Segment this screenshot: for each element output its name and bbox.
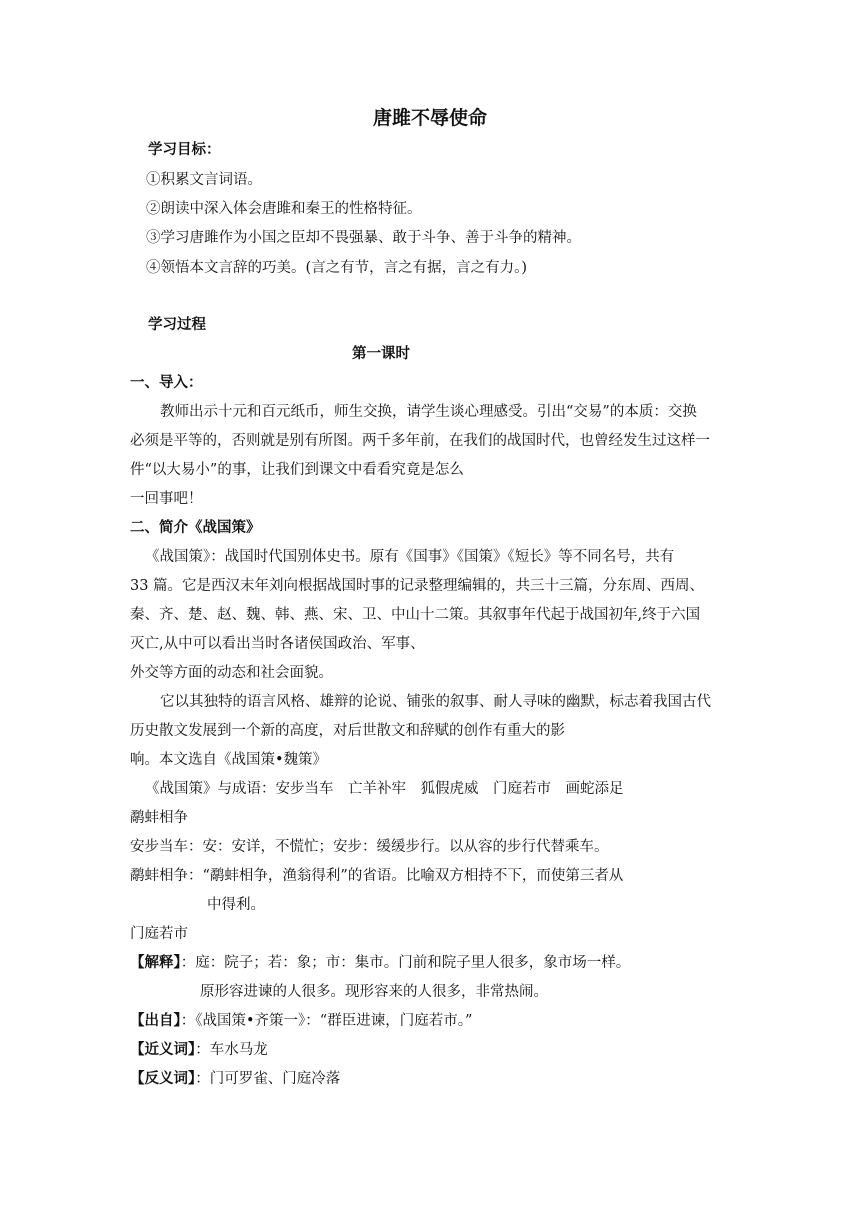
objective-item: ③学习唐雎作为小国之臣却不畏强暴、敢于斗争、善于斗争的精神。 [146, 230, 581, 246]
paragraph-line: 响。本文选自《战国策•魏策》 [130, 752, 328, 768]
antonym-text: ：门可罗雀、门庭冷落 [195, 1071, 341, 1087]
paragraph-line: 秦、齐、楚、赵、魏、韩、燕、宋、卫、中山十二策。其叙事年代起于战国初年,终于六国 [130, 607, 701, 623]
paragraph-line: 历史散文发展到一个新的高度，对后世散文和辞赋的创作有重大的影 [130, 723, 565, 739]
idiom-definition: 鹬蚌相争：“鹬蚌相争，渔翁得利”的省语。比喻双方相持不下，而使第三者从 [130, 868, 624, 884]
paragraph-line: 一回事吧！ [130, 491, 203, 507]
source-label: 【出自】 [130, 1012, 181, 1029]
idiom-title: 门庭若市 [130, 926, 188, 942]
lesson-heading: 第一课时 [352, 345, 410, 362]
process-heading: 学习过程 [148, 316, 206, 333]
idiom-definition: 安步当车：安：安详，不慌忙；安步：缓缓步行。以从容的步行代替乘车。 [130, 839, 609, 855]
idiom-definition-cont: 中得利。 [207, 897, 265, 913]
synonym-line [130, 1040, 268, 1060]
paragraph-line: 《战国策》：战国时代国别体史书。原有《国事》《国策》《短长》等不同名号，共有 [145, 549, 675, 565]
antonym-label: 【反义词】 [130, 1070, 196, 1087]
explanation-line [130, 953, 630, 973]
page-title: 唐雎不辱使命 [372, 107, 487, 129]
idioms-line-cont: 鹬蚌相争 [130, 810, 188, 826]
paragraph-line: 必须是平等的，否则就是别有所图。两千多年前，在我们的战国时代，也曾经发生过这样一 [130, 433, 710, 449]
idioms-line: 《战国策》与成语：安步当车 亡羊补牢 狐假虎威 门庭若市 画蛇添足 [145, 781, 624, 797]
source-line [130, 1011, 472, 1031]
paragraph-line: 外交等方面的动态和社会面貌。 [130, 665, 333, 681]
paragraph-line: 灭亡,从中可以看出当时各诸侯国政治、军事、 [130, 636, 425, 652]
section-heading-zhanguoce: 二、简介《战国策》 [130, 519, 261, 536]
antonym-line [130, 1069, 340, 1089]
explanation-label: 【解释】 [130, 954, 181, 971]
objective-item: ④领悟本文言辞的巧美。(言之有节，言之有据，言之有力。) [146, 260, 528, 276]
explanation-line-cont: 原形容进谏的人很多。现形容来的人很多，非常热闹。 [200, 984, 548, 1000]
synonym-text: ：车水马龙 [195, 1042, 268, 1058]
paragraph-line: 33 篇。它是西汉末年刘向根据战国时事的记录整理编辑的，共三十三篇，分东周、西周、 [130, 578, 705, 594]
source-text: ：《战国策•齐策一》：“群臣进谏，门庭若市。” [180, 1013, 473, 1029]
synonym-label: 【近义词】 [130, 1041, 196, 1058]
paragraph-line: 它以其独特的语言风格、雄辩的论说、铺张的叙事、耐人寻味的幽默，标志着我国古代 [160, 694, 711, 710]
explanation-text: ：庭：院子；若：象；市：集市。门前和院子里人很多，象市场一样。 [180, 955, 631, 971]
objectives-heading: 学习目标： [148, 141, 221, 158]
objective-item: ②朗读中深入体会唐雎和秦王的性格特征。 [146, 201, 422, 217]
objective-item: ①积累文言词语。 [146, 172, 262, 188]
section-heading-intro: 一、导入： [130, 374, 203, 391]
paragraph-line: 教师出示十元和百元纸币，师生交换，请学生谈心理感受。引出“交易”的本质：交换 [160, 404, 697, 420]
paragraph-line: 件“以大易小”的事，让我们到课文中看看究竟是怎么 [130, 462, 464, 478]
